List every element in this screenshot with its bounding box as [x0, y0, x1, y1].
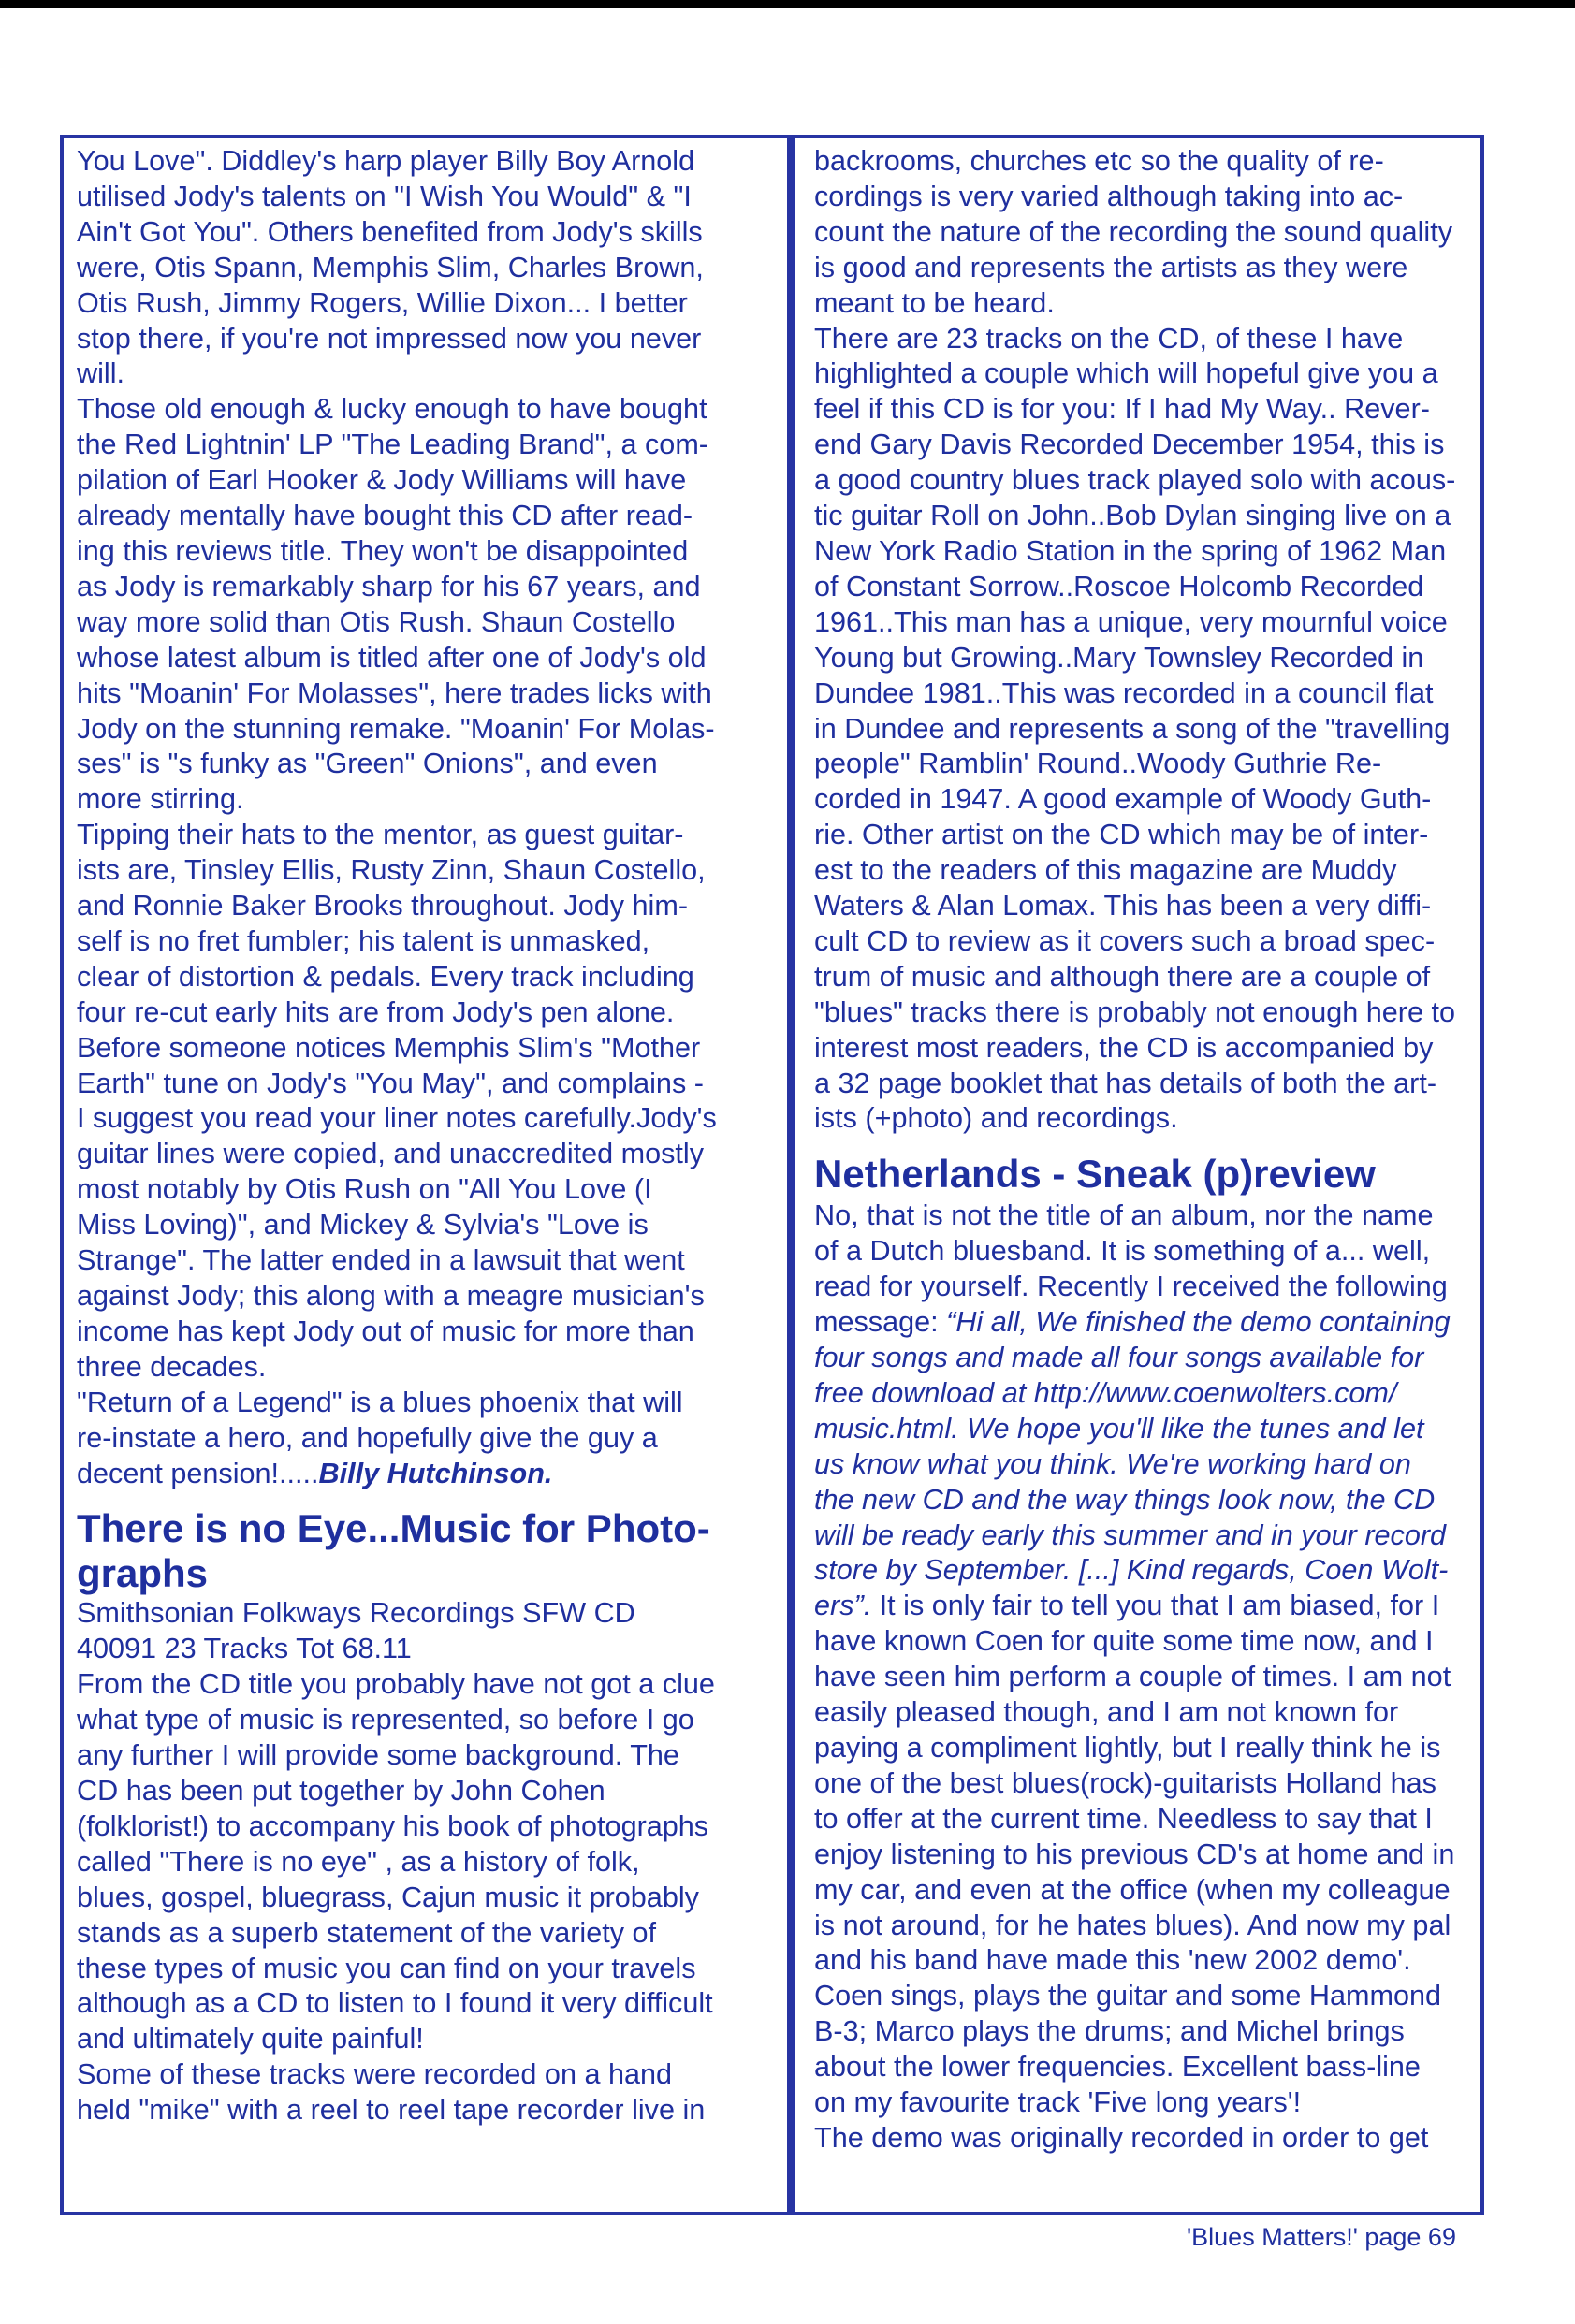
heading-netherlands: Netherlands - Sneak (p)review — [814, 1152, 1376, 1197]
text-line: corded in 1947. A good example of Woody Guth- — [814, 783, 1432, 816]
text-line: stop there, if you're not impressed now you never — [77, 322, 702, 355]
text-line: of a Dutch bluesband. It is something of a... well, — [814, 1235, 1431, 1268]
text-line: four re-cut early hits are from Jody's pen alone. — [77, 995, 675, 1028]
page-footer: 'Blues Matters!' page 69 — [1187, 2223, 1456, 2251]
text-line: will be ready early this summer and in your record — [814, 1518, 1447, 1551]
text-line: Some of these tracks were recorded on a hand — [77, 2058, 673, 2091]
text-line: the new CD and the way things look now, the CD — [814, 1483, 1436, 1516]
text-line: held "mike" with a reel to reel tape recorder live in — [77, 2094, 706, 2127]
text-line: a good country blues track played solo with acous- — [814, 464, 1456, 497]
text-line: end Gary Davis Recorded December 1954, this is — [814, 428, 1445, 461]
text-line: trum of music and although there are a couple of — [814, 960, 1431, 993]
text-line: four songs and made all four songs available for — [814, 1342, 1424, 1373]
text-line: read for yourself. Recently I received the following — [814, 1271, 1448, 1303]
text-line: Earth" tune on Jody's "You May", and complains - — [77, 1067, 704, 1099]
signoff-text: decent pension!..... — [77, 1457, 319, 1489]
text-line: Smithsonian Folkways Recordings SFW CD — [77, 1597, 635, 1630]
text-line: in Dundee and represents a song of the "travelling — [814, 712, 1451, 745]
review-eye-para2 — [77, 2057, 774, 2128]
review-eye-continued — [814, 144, 1474, 322]
text-line: against Jody; this along with a meagre musician's — [77, 1280, 705, 1312]
text-line: store by September. [...] Kind regards, Coen Wolt- — [814, 1554, 1449, 1587]
text-line: Strange". The latter ended in a lawsuit that went — [77, 1244, 685, 1277]
text-line: From the CD title you probably have not got a clue — [77, 1668, 715, 1701]
text-line: ing this reviews title. They won't be disappointed — [77, 534, 689, 567]
text-line: is good and represents the artists as they were — [814, 251, 1408, 283]
quote-first-line — [814, 1305, 1474, 1341]
text-line: whose latest album is titled after one of Jody's old — [77, 641, 707, 674]
text-line: and ultimately quite painful! — [77, 2023, 424, 2055]
text-line: music.html. We hope you'll like the tunes and let — [814, 1412, 1424, 1445]
text-line: as Jody is remarkably sharp for his 67 years, and — [77, 570, 701, 603]
text-line: although as a CD to listen to I found it very difficult — [77, 1987, 713, 2020]
text-line: three decades. — [77, 1350, 267, 1383]
text-line: guitar lines were copied, and unaccredited mostly — [77, 1138, 705, 1170]
text-line: of Constant Sorrow..Roscoe Holcomb Recorded — [814, 570, 1424, 603]
text-line: backrooms, churches etc so the quality of re- — [814, 145, 1384, 177]
review-jody-signoff — [77, 1457, 774, 1492]
text-line: were, Otis Spann, Memphis Slim, Charles Brown, — [77, 251, 704, 283]
text-line: paying a compliment lightly, but I really think he is — [814, 1731, 1441, 1764]
text-line: Dundee 1981..This was recorded in a council flat — [814, 676, 1434, 709]
text-line: these types of music you can find on your travels — [77, 1952, 696, 1984]
text-line: The demo was originally recorded in order to get — [814, 2121, 1429, 2154]
netherlands-last — [814, 2121, 1474, 2157]
netherlands-body — [814, 1624, 1474, 2121]
text-line: my car, and even at the office (when my colleague — [814, 1873, 1451, 1906]
review-jody-para4 — [77, 1386, 774, 1457]
text-line: re-instate a hero, and hopefully give the guy a — [77, 1421, 658, 1454]
text-line: way more solid than Otis Rush. Shaun Costello — [77, 605, 676, 638]
text-line: one of the best blues(rock)-guitarists Holland has — [814, 1766, 1436, 1799]
text-line: clear of distortion & pedals. Every track including — [77, 960, 694, 993]
text-line: est to the readers of this magazine are Muddy — [814, 854, 1397, 887]
text-line: people" Ramblin' Round..Woody Guthrie Re- — [814, 748, 1382, 780]
quote-body — [814, 1341, 1474, 1589]
text-line: easily pleased though, and I am not known for — [814, 1696, 1399, 1729]
text-line: Miss Loving)", and Mickey & Sylvia's "Love is — [77, 1209, 649, 1242]
text-line: Jody on the stunning remake. "Moanin' For Molas- — [77, 712, 715, 745]
text-line: 40091 23 Tracks Tot 68.11 — [77, 1633, 412, 1665]
text-line: There are 23 tracks on the CD, of these I have — [814, 322, 1404, 355]
text-line: us know what you think. We're working hard on — [814, 1447, 1411, 1480]
text-line: and his band have made this 'new 2002 demo'. — [814, 1944, 1411, 1977]
top-rule — [0, 0, 1575, 8]
review-jody-para2 — [77, 392, 774, 818]
text-line: (folklorist!) to accompany his book of photographs — [77, 1809, 709, 1842]
text-line: Coen sings, plays the guitar and some Hammond — [814, 1980, 1442, 2012]
text-line: on my favourite track 'Five long years'! — [814, 2086, 1302, 2119]
text-line: Waters & Alan Lomax. This has been a very diffi- — [814, 890, 1432, 922]
text-line: self is no fret fumbler; his talent is unmasked, — [77, 924, 650, 957]
text-line: 1961..This man has a unique, very mournful voice — [814, 605, 1448, 638]
review-eye-tracks — [814, 322, 1474, 1138]
text-line: meant to be heard. — [814, 286, 1055, 319]
text-line: hits "Moanin' For Molasses", here trades licks with — [77, 676, 712, 709]
left-column — [77, 144, 774, 2202]
text-line: You Love". Diddley's harp player Billy Boy Arnold — [77, 145, 695, 177]
text-line: enjoy listening to his previous CD's at home and in — [814, 1837, 1455, 1870]
text-line: count the nature of the recording the sound quality — [814, 215, 1453, 248]
column-divider — [787, 135, 795, 2215]
text-line: will. — [77, 357, 124, 390]
text-line: New York Radio Station in the spring of 1962 Man — [814, 534, 1447, 567]
text-line: already mentally have bought this CD after read- — [77, 500, 693, 532]
text-line: have known Coen for quite some time now, and I — [814, 1625, 1434, 1658]
text-line: Tipping their hats to the mentor, as guest guitar- — [77, 819, 684, 851]
text-line: blues, gospel, bluegrass, Cajun music it probably — [77, 1881, 699, 1913]
text-line: There is no Eye...Music for Photo- — [77, 1506, 710, 1551]
review-jody-continued — [77, 144, 774, 392]
text-line: ists are, Tinsley Ellis, Rusty Zinn, Shaun Costello, — [77, 854, 706, 887]
text-line: ists (+photo) and recordings. — [814, 1102, 1178, 1135]
text-line: feel if this CD is for you: If I had My Way.. Rever- — [814, 393, 1430, 426]
quote-after: It is only fair to tell you that I am biased, for I — [871, 1590, 1440, 1622]
text-line: CD has been put together by John Cohen — [77, 1774, 605, 1807]
text-line: about the lower frequencies. Excellent bass-line — [814, 2051, 1421, 2084]
review-jody-para3 — [77, 818, 774, 1386]
text-line: Otis Rush, Jimmy Rogers, Willie Dixon... I better — [77, 286, 688, 319]
text-line: highlighted a couple which will hopeful give you a — [814, 357, 1438, 390]
text-line: cordings is very varied although taking into ac- — [814, 180, 1404, 212]
text-line: utilised Jody's talents on "I Wish You Would" & "I — [77, 180, 692, 212]
text-line: stands as a superb statement of the variety of — [77, 1916, 657, 1949]
text-line: income has kept Jody out of music for more than — [77, 1315, 694, 1347]
text-line: No, that is not the title of an album, nor the name — [814, 1199, 1434, 1232]
quote-last-line — [814, 1589, 1474, 1624]
text-line: a 32 page booklet that has details of both the art- — [814, 1067, 1437, 1099]
text-line: most notably by Otis Rush on "All You Love (I — [77, 1173, 652, 1206]
heading-there-is-no-eye — [77, 1506, 774, 1596]
quote-start: “Hi all, We finished the demo containing — [946, 1306, 1451, 1339]
text-line: any further I will provide some background. The — [77, 1739, 679, 1772]
text-line: more stirring. — [77, 783, 244, 816]
review-author: Billy Hutchinson. — [318, 1457, 553, 1489]
text-line: to offer at the current time. Needless to say that I — [814, 1802, 1433, 1835]
text-line: have seen him perform a couple of times. I am not — [814, 1661, 1451, 1693]
text-line: ses" is "s funky as "Green" Onions", and even — [77, 748, 658, 780]
netherlands-intro — [814, 1198, 1474, 1305]
text-line: tic guitar Roll on John..Bob Dylan singing live on a — [814, 500, 1451, 532]
review-eye-para1 — [77, 1667, 774, 2057]
text-line: "Return of a Legend" is a blues phoenix that will — [77, 1386, 683, 1418]
text-line: graphs — [77, 1551, 209, 1596]
text-line: B-3; Marco plays the drums; and Michel brings — [814, 2015, 1405, 2048]
text-line: I suggest you read your liner notes carefully.Jody's — [77, 1102, 717, 1135]
album-details — [77, 1596, 774, 1667]
text-line: "blues" tracks there is probably not enough here to — [814, 995, 1455, 1028]
text-line: Those old enough & lucky enough to have bought — [77, 393, 707, 426]
text-line: Ain't Got You". Others benefited from Jody's skills — [77, 215, 703, 248]
text-line: what type of music is represented, so before I go — [77, 1704, 694, 1736]
text-line: called "There is no eye" , as a history of folk, — [77, 1845, 640, 1878]
text-line: and Ronnie Baker Brooks throughout. Jody him- — [77, 890, 689, 922]
right-column — [814, 144, 1474, 2202]
text-line: cult CD to review as it covers such a broad spec- — [814, 924, 1436, 957]
quote-prefix: message: — [814, 1306, 947, 1339]
text-line: Young but Growing..Mary Townsley Recorded in — [814, 641, 1424, 674]
text-line: interest most readers, the CD is accompanied by — [814, 1031, 1434, 1064]
text-line: pilation of Earl Hooker & Jody Williams will have — [77, 464, 687, 497]
text-line: Before someone notices Memphis Slim's "Mother — [77, 1031, 701, 1064]
text-line: the Red Lightnin' LP "The Leading Brand", a com- — [77, 428, 708, 461]
text-line: rie. Other artist on the CD which may be of inter- — [814, 819, 1429, 851]
text-line: is not around, for he hates blues). And now my pal — [814, 1909, 1451, 1941]
quote-end: ers”. — [814, 1590, 872, 1622]
text-line: free download at http://www.coenwolters.com/ — [814, 1376, 1397, 1409]
